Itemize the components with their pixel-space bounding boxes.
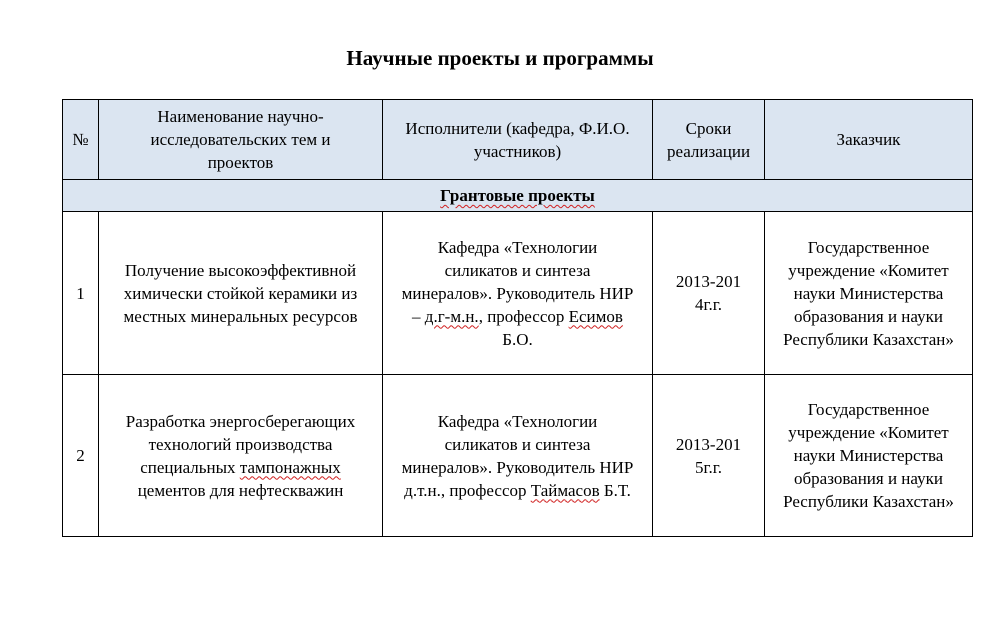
- row-number: 2: [63, 375, 99, 537]
- table-row: [63, 212, 973, 375]
- row-project-name: [99, 375, 383, 537]
- row-period-text: 2013-2015г.г.: [675, 434, 742, 477]
- executors-initials: Б.Т.: [599, 480, 631, 500]
- name-suffix: цементов для нефтескважин: [137, 480, 344, 500]
- table-row: [63, 375, 973, 537]
- row-customer: Государственное учреждение «Комитет науки Министерства образования и науки Республики Казахстан»: [765, 212, 973, 375]
- header-name-text: Наименование научно-исследовательских тем и проектов: [150, 107, 331, 172]
- name-prefix: Разработка энергосберегающих технологий производства специальных: [125, 411, 356, 477]
- row-project-name: Получение высокоэффективной химически стойкой керамики из местных минеральных ресурсов: [99, 212, 383, 375]
- name-underlined: тампонажных: [239, 457, 341, 477]
- page-title: Научные проекты и программы: [346, 46, 654, 70]
- executors-initials: Б.О.: [502, 329, 533, 349]
- section-title-text: Грантовые проекты: [440, 186, 595, 205]
- header-customer: Заказчик: [765, 100, 973, 180]
- row-customer: Государственное учреждение «Комитет науки Министерства образования и науки Республики Казахстан»: [765, 375, 973, 537]
- section-row: [63, 180, 973, 212]
- header-period: Сроки реализации: [653, 100, 765, 180]
- row-period-text: 2013-2014г.г.: [675, 272, 742, 314]
- section-title: [63, 180, 973, 212]
- executors-surname: Таймасов: [530, 480, 600, 500]
- executors-title: , профессор: [478, 306, 569, 326]
- executors-degree: д.г-м.н.: [424, 306, 479, 326]
- row-project-name-text: [105, 410, 377, 502]
- row-number: 1: [63, 212, 99, 375]
- row-executors: [383, 212, 653, 375]
- executors-prefix: Кафедра «Технологии силикатов и синтеза минералов». Руководитель НИР –: [401, 237, 634, 326]
- header-name: [99, 100, 383, 180]
- executors-surname: Есимов: [568, 306, 623, 326]
- row-executors-text: [400, 236, 636, 351]
- row-executors: [383, 375, 653, 537]
- projects-table: [62, 99, 973, 537]
- table-header-row: [63, 100, 973, 180]
- row-period: [653, 375, 765, 537]
- row-period: [653, 212, 765, 375]
- header-executors: Исполнители (кафедра, Ф.И.О. участников): [383, 100, 653, 180]
- executors-prefix: Кафедра «Технологии силикатов и синтеза минералов». Руководитель НИР д.т.н., профессор: [401, 411, 634, 500]
- row-executors-text: [400, 410, 636, 502]
- header-number: №: [63, 100, 99, 180]
